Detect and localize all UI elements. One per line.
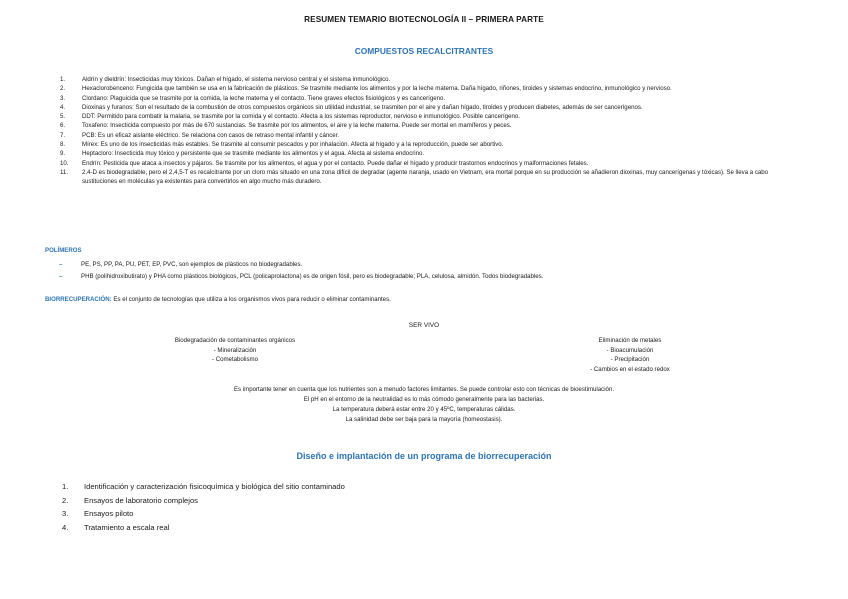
diseno-steps-list xyxy=(62,480,345,535)
column-line: - Cometabolismo xyxy=(211,356,259,364)
column-title: Biodegradación de contaminantes orgánicos xyxy=(174,337,296,344)
section-heading-diseno: Diseño e implantación de un programa de biorrecuperación xyxy=(296,451,552,461)
biorrecuperacion-text: Es el conjunto de tecnologías que utiliza a los organismos vivos para reducir o eliminar contaminantes. xyxy=(111,296,391,303)
column-line: - Precipitación xyxy=(610,356,650,364)
note-line: La salinidad debe ser baja para la mayoría (homeostasis). xyxy=(345,416,503,423)
list-item: 8. Mírex: Es uno de los insecticidas más estables. Se trasmite al consumir pescados y por inhalación. Afecta al hígado y a la reproducción, puede ser abortivo. xyxy=(60,141,504,149)
list-item: 9. Heptacloro: Insecticida muy tóxico y persistente que se trasmite mediante los alimentos y el agua. Afecta al sistema endocrino. xyxy=(60,150,425,158)
compuestos-list xyxy=(46,75,798,187)
note-line: Es importante tener en cuenta que los nutrientes son a menudo factores limitantes. Se puede controlar esto con técnicas de bioestimulación. xyxy=(233,386,615,393)
list-item: 10. Endrín: Pesticida que ataca a insectos y pájaros. Se trasmite por los alimentos, el agua y por el contacto. Puede dañar el hígado y producir trastornos endocrinos y malformaciones fetales. xyxy=(60,159,589,167)
servivo-right-column xyxy=(530,336,730,374)
list-item: 4. Tratamiento a escala real xyxy=(62,523,170,533)
list-item: 11. 2,4-D es biodegradable, pero el 2,4,5-T es recalcitrante por un cloro más situado en una zona difícil de degradar (agente naranja, usado en Vietnam, era mortal porque en su producción se añadieron dioxinas, muy cancerígenas y tóxicas). Se lleva a cabo sustituciones en moléculas ya existentes para convertirlos en algo mucho más duradero. xyxy=(60,168,769,186)
list-item: 4. Dioxinas y furanos: Son el resultado de la combustión de otros compuestos orgánicos sin utilidad industrial, se trasmiten por el aire y dañan hígado, tiroides y producen diabetes, además de ser cancerígenos. xyxy=(60,103,643,111)
column-line: - Mineralización xyxy=(213,346,257,354)
column-title: Eliminación de metales xyxy=(598,337,662,344)
section-heading-compuestos: COMPUESTOS RECALCITRANTES xyxy=(354,46,494,56)
column-line: - Bioacumulación xyxy=(606,346,654,354)
list-item: 7. PCB: Es un eficaz aislante eléctrico. Se relaciona con casos de retraso mental infantil y cáncer. xyxy=(60,131,340,139)
servivo-heading: SER VIVO xyxy=(408,322,440,329)
list-item: 2. Hexaclorobenceno: Fungicida que también se usa en la fabricación de plásticos. Se trasmite mediante los alimentos y por la leche materna. Daña hígado, riñones, tiroides y sistemas endocrino, inmunológico y nervioso. xyxy=(60,85,672,93)
polimeros-list xyxy=(59,259,799,282)
list-item: – PHB (polihidroxibutirato) y PHA como plásticos biológicos, PCL (policaprolactona) es de origen fósil, pero es biodegradable; PLA, celulosa, almidón. Todos biodegradables. xyxy=(59,272,544,280)
list-item: 6. Toxafeno: Insecticida compuesto por más de 670 sustancias. Se trasmite por los alimentos, el aire y la leche materna. Puede ser mortal en mamíferos y peces. xyxy=(60,122,512,130)
list-item: 1. Aldrín y dieldrín: Insecticidas muy tóxicos. Dañan el hígado, el sistema nervioso central y el sistema inmunológico. xyxy=(60,76,391,83)
list-item: 1. Identificación y caracterización fisicoquímica y biológica del sitio contaminado xyxy=(62,482,345,491)
note-line: La temperatura deberá estar entre 20 y 45ºC, temperaturas cálidas. xyxy=(332,406,516,413)
note-line: El pH en el entorno de la neutralidad es lo más cómodo generalmente para las bacterias. xyxy=(303,396,545,403)
list-item: – PE, PS, PP, PA, PU, PET, EP, PVC, son ejemplos de plásticos no biodegradables. xyxy=(59,261,303,268)
list-item: 3. Clordano: Plaguicida que se trasmite por la comida, la leche materna y el contacto. Tiene graves efectos fisiológicos y es cancerígeno. xyxy=(60,94,446,102)
servivo-left-column xyxy=(130,336,340,365)
list-item: 5. DDT: Permitido para combatir la malaria, se trasmite por la comida y el contacto. Afecta a los sistemas reproductor, nervioso e inmunológico. Posible cancerígeno. xyxy=(60,113,520,121)
biorrecuperacion-definition xyxy=(45,296,805,303)
servivo-notes xyxy=(0,385,848,425)
column-line: - Cambios en el estado redox xyxy=(590,365,670,373)
document-title: RESUMEN TEMARIO BIOTECNOLOGÍA II – PRIMERA PARTE xyxy=(304,15,544,24)
list-item: 2. Ensayos de laboratorio complejos xyxy=(62,495,198,505)
biorrecuperacion-label: BIORRECUPERACIÓN: xyxy=(45,296,112,303)
list-item: 3. Ensayos piloto xyxy=(62,509,134,519)
section-heading-polimeros: POLÍMEROS xyxy=(45,247,82,254)
